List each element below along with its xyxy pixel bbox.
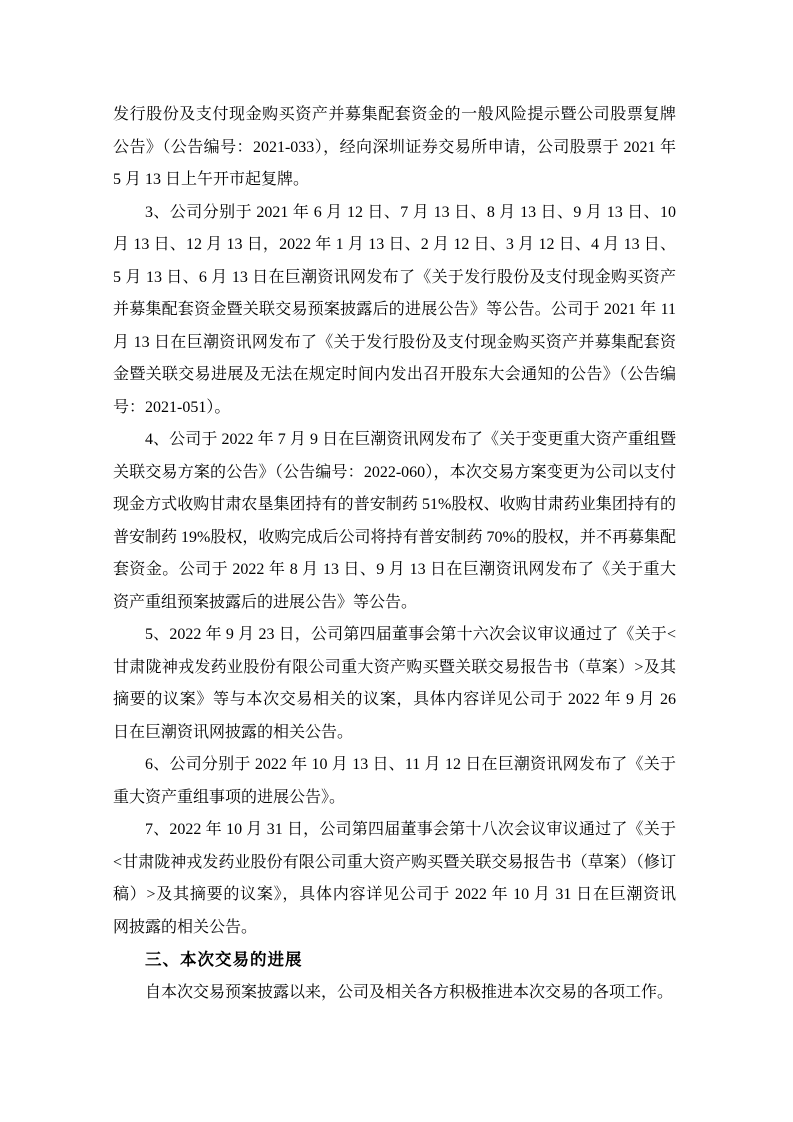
text-line: 普安制药 19%股权，收购完成后公司将持有普安制药 70%的股权，并不再募集配 [113,528,676,546]
text-line: 5 月 13 日上午开市起复牌。 [113,171,310,188]
text-line: 并募集配套资金暨关联交易预案披露后的进展公告》等公告。公司于 2021 年 11 [113,301,676,318]
text-line: 5、2022 年 9 月 23 日，公司第四届董事会第十六次会议审议通过了《关于< [145,626,676,643]
document-content [113,99,676,1009]
text-line: 月 13 日、12 月 13 日，2022 年 1 月 13 日、2 月 12 日、3 月 12 日、4 月 13 日、 [113,236,676,253]
text-line: 7、2022 年 10 月 31 日，公司第四届董事会第十八次会议审议通过了《关于 [145,821,676,838]
text-line: 4、公司于 2022 年 7 月 9 日在巨潮资讯网发布了《关于变更重大资产重组暨 [145,431,676,448]
text-line: 发行股份及支付现金购买资产并募集配套资金的一般风险提示暨公司股票复牌 [113,106,676,123]
text-line: 日在巨潮资讯网披露的相关公告。 [113,723,354,741]
text-line: 网披露的相关公告。 [113,918,258,936]
text-line: 5 月 13 日、6 月 13 日在巨潮资讯网发布了《关于发行股份及支付现金购买资产 [113,268,676,286]
text-line: <甘肃陇神戎发药业股份有限公司重大资产购买暨关联交易报告书（草案）（修订 [113,853,676,871]
text-line: 现金方式收购甘肃农垦集团持有的普安制药 51%股权、收购甘肃药业集团持有的 [113,496,676,513]
text-line: 月 13 日在巨潮资讯网发布了《关于发行股份及支付现金购买资产并募集配套资 [113,333,676,351]
text-line: 重大资产重组事项的进展公告》。 [113,788,346,806]
text-line: 金暨关联交易进展及无法在规定时间内发出召开股东大会通知的公告》（公告编 [113,366,676,383]
text-line: 关联交易方案的公告》（公告编号：2022-060），本次交易方案变更为公司以支付 [113,463,676,481]
text-line: 自本次交易预案披露以来，公司及相关各方积极推进本次交易的各项工作。 [145,983,674,1001]
text-line: 稿）>及其摘要的议案》，具体内容详见公司于 2022 年 10 月 31 日在巨潮资讯 [113,886,676,903]
section-heading: 三、本次交易的进展 [145,951,303,969]
text-line: 套资金。公司于 2022 年 8 月 13 日、9 月 13 日在巨潮资讯网发布了《关于重大 [113,561,676,578]
text-line: 资产重组预案披露后的进展公告》等公告。 [113,593,418,611]
text-line: 甘肃陇神戎发药业股份有限公司重大资产购买暨关联交易报告书（草案）>及其 [113,658,676,676]
text-line: 3、公司分别于 2021 年 6 月 12 日、7 月 13 日、8 月 13 日、9 月 13 日、10 [145,203,676,221]
text-line: 号：2021-051）。 [113,398,231,416]
text-line: 公告》（公告编号：2021-033），经向深圳证券交易所申请，公司股票于 2021 年 [113,138,676,156]
text-line: 摘要的议案》等与本次交易相关的议案，具体内容详见公司于 2022 年 9 月 26 [113,691,676,708]
text-line: 6、公司分别于 2022 年 10 月 13 日、11 月 12 日在巨潮资讯网发布了《关于 [145,756,676,773]
